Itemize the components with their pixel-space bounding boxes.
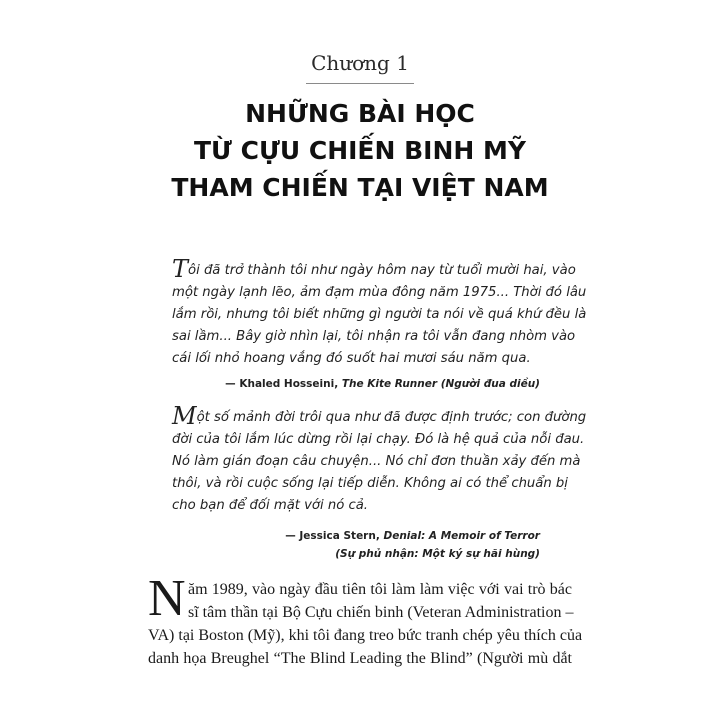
chapter-title: [0, 95, 720, 206]
body-line: VA) tại Boston (Mỹ), khi tôi đang treo bức tranh chép yêu thích của: [148, 627, 583, 644]
epigraph-line: sai lầm... Bây giờ nhìn lại, tôi nhận ra tôi vẫn đang nhòm vào: [172, 329, 576, 344]
epigraph-line: [172, 255, 576, 283]
epigraph-line: [172, 402, 587, 430]
epigraph-quote: [172, 402, 587, 517]
attribution-work: Denial: A Memoir of Terror: [383, 530, 540, 542]
epigraph-line-text: ôi đã trở thành tôi như ngày hôm nay từ tuổi mười hai, vào: [188, 263, 576, 278]
attribution-dash: —: [225, 378, 236, 390]
attribution-author: Khaled Hosseini,: [239, 378, 339, 390]
body-line: ăm 1989, vào ngày đầu tiên tôi làm làm việc với vai trò bác: [188, 581, 572, 598]
epigraph-attribution: [225, 375, 540, 393]
body-line: danh họa Breughel “The Blind Leading the Blind” (Người mù dắt: [148, 650, 572, 667]
epigraph-line: cho bạn để đối mặt với nó cả.: [172, 498, 369, 513]
epigraph-line: đời của tôi lắm lúc dừng rồi lại chạy. Đó là hệ quả của nỗi đau.: [172, 432, 585, 447]
attribution-work: The Kite Runner (Người đua diều): [341, 378, 540, 390]
body-paragraph: [148, 578, 583, 670]
body-dropcap: N: [148, 570, 186, 627]
epigraph-line: Nó làm gián đoạn câu chuyện... Nó chỉ đơn thuần xảy đến mà: [172, 454, 581, 469]
body-line: sĩ tâm thần tại Bộ Cựu chiến binh (Veteran Administration –: [188, 604, 574, 621]
chapter-divider: [306, 83, 414, 84]
chapter-title-line: TỪ CỰU CHIẾN BINH MỸ: [193, 136, 527, 165]
epigraph-dropcap: M: [172, 402, 197, 430]
epigraph-line: cái lối nhỏ hoang vắng đó suốt hai mươi sáu năm qua.: [172, 351, 531, 366]
attribution-work-translation: (Sự phủ nhận: Một ký sự hãi hùng): [335, 548, 540, 560]
chapter-title-line: THAM CHIẾN TẠI VIỆT NAM: [171, 173, 549, 202]
chapter-label: Chương 1: [311, 51, 409, 75]
epigraph-attribution: [285, 527, 540, 563]
epigraph-line: một ngày lạnh lẽo, ảm đạm mùa đông năm 1975... Thời đó lâu: [172, 285, 587, 300]
epigraph-line: thôi, và rồi cuộc sống lại tiếp diễn. Không ai có thể chuẩn bị: [172, 476, 568, 491]
epigraph-line-text: ột số mảnh đời trôi qua như đã được định trước; con đường: [196, 410, 587, 425]
chapter-title-line: NHỮNG BÀI HỌC: [245, 99, 475, 128]
attribution-dash: —: [285, 530, 296, 542]
epigraph-quote: [172, 255, 587, 370]
epigraph-line: lắm rồi, nhưng tôi biết những gì người ta nói về quá khứ đều là: [172, 307, 587, 322]
epigraph-dropcap: T: [172, 255, 189, 283]
attribution-author: Jessica Stern,: [299, 530, 380, 542]
